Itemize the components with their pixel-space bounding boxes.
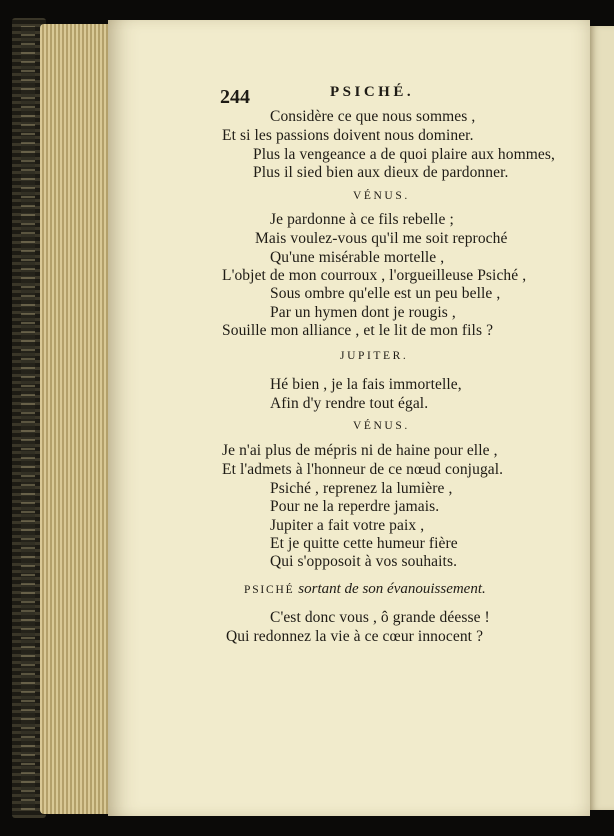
verse-line: L'objet de mon courroux , l'orgueilleuse Psiché , bbox=[222, 267, 527, 284]
verse-line: Par un hymen dont je rougis , bbox=[270, 304, 456, 321]
verse-line: Plus la vengeance a de quoi plaire aux hommes, bbox=[253, 146, 556, 163]
verse-line: Sous ombre qu'elle est un peu belle , bbox=[270, 285, 501, 302]
verse-line: Et si les passions doivent nous dominer. bbox=[222, 127, 474, 144]
page-number: 244 bbox=[220, 86, 250, 108]
verse-line: Je n'ai plus de mépris ni de haine pour elle , bbox=[222, 442, 498, 459]
verse-line: Qui s'opposoit à vos souhaits. bbox=[270, 553, 458, 570]
verse-line: Hé bien , je la fais immortelle, bbox=[270, 376, 462, 393]
verse-line: Considère ce que nous sommes , bbox=[270, 108, 476, 125]
page-edges bbox=[40, 24, 114, 814]
verse-line: Qui redonnez la vie à ce cœur innocent ? bbox=[226, 628, 484, 645]
verse-line: Afin d'y rendre tout égal. bbox=[270, 395, 429, 412]
verse-line: Et l'admets à l'honneur de ce nœud conjugal. bbox=[222, 461, 504, 478]
verse-line: Et je quitte cette humeur fière bbox=[270, 535, 458, 552]
verse-line: Qu'une misérable mortelle , bbox=[270, 249, 445, 266]
speaker-name: VÉNUS. bbox=[353, 190, 410, 202]
verse-line: Psiché , reprenez la lumière , bbox=[270, 480, 453, 497]
stage-direction: sortant de son évanouissement. bbox=[298, 581, 486, 597]
verse-line: Je pardonne à ce fils rebelle ; bbox=[270, 211, 454, 228]
speaker-name: JUPITER. bbox=[340, 350, 409, 362]
running-title: PSICHÉ. bbox=[330, 84, 415, 100]
verse-line: Jupiter a fait votre paix , bbox=[270, 517, 425, 534]
verse-line: Mais voulez-vous qu'il me soit reproché bbox=[255, 230, 508, 247]
verse-line: C'est donc vous , ô grande déesse ! bbox=[270, 609, 490, 626]
speaker-name: PSICHÉ bbox=[244, 584, 295, 596]
facing-page-edge bbox=[590, 26, 614, 810]
speaker-name: VÉNUS. bbox=[353, 420, 410, 432]
verse-line: Souille mon alliance , et le lit de mon fils ? bbox=[222, 322, 494, 339]
verse-line: Plus il sied bien aux dieux de pardonner. bbox=[253, 164, 509, 181]
stage-heading bbox=[244, 581, 486, 598]
verse-line: Pour ne la reperdre jamais. bbox=[270, 498, 440, 515]
